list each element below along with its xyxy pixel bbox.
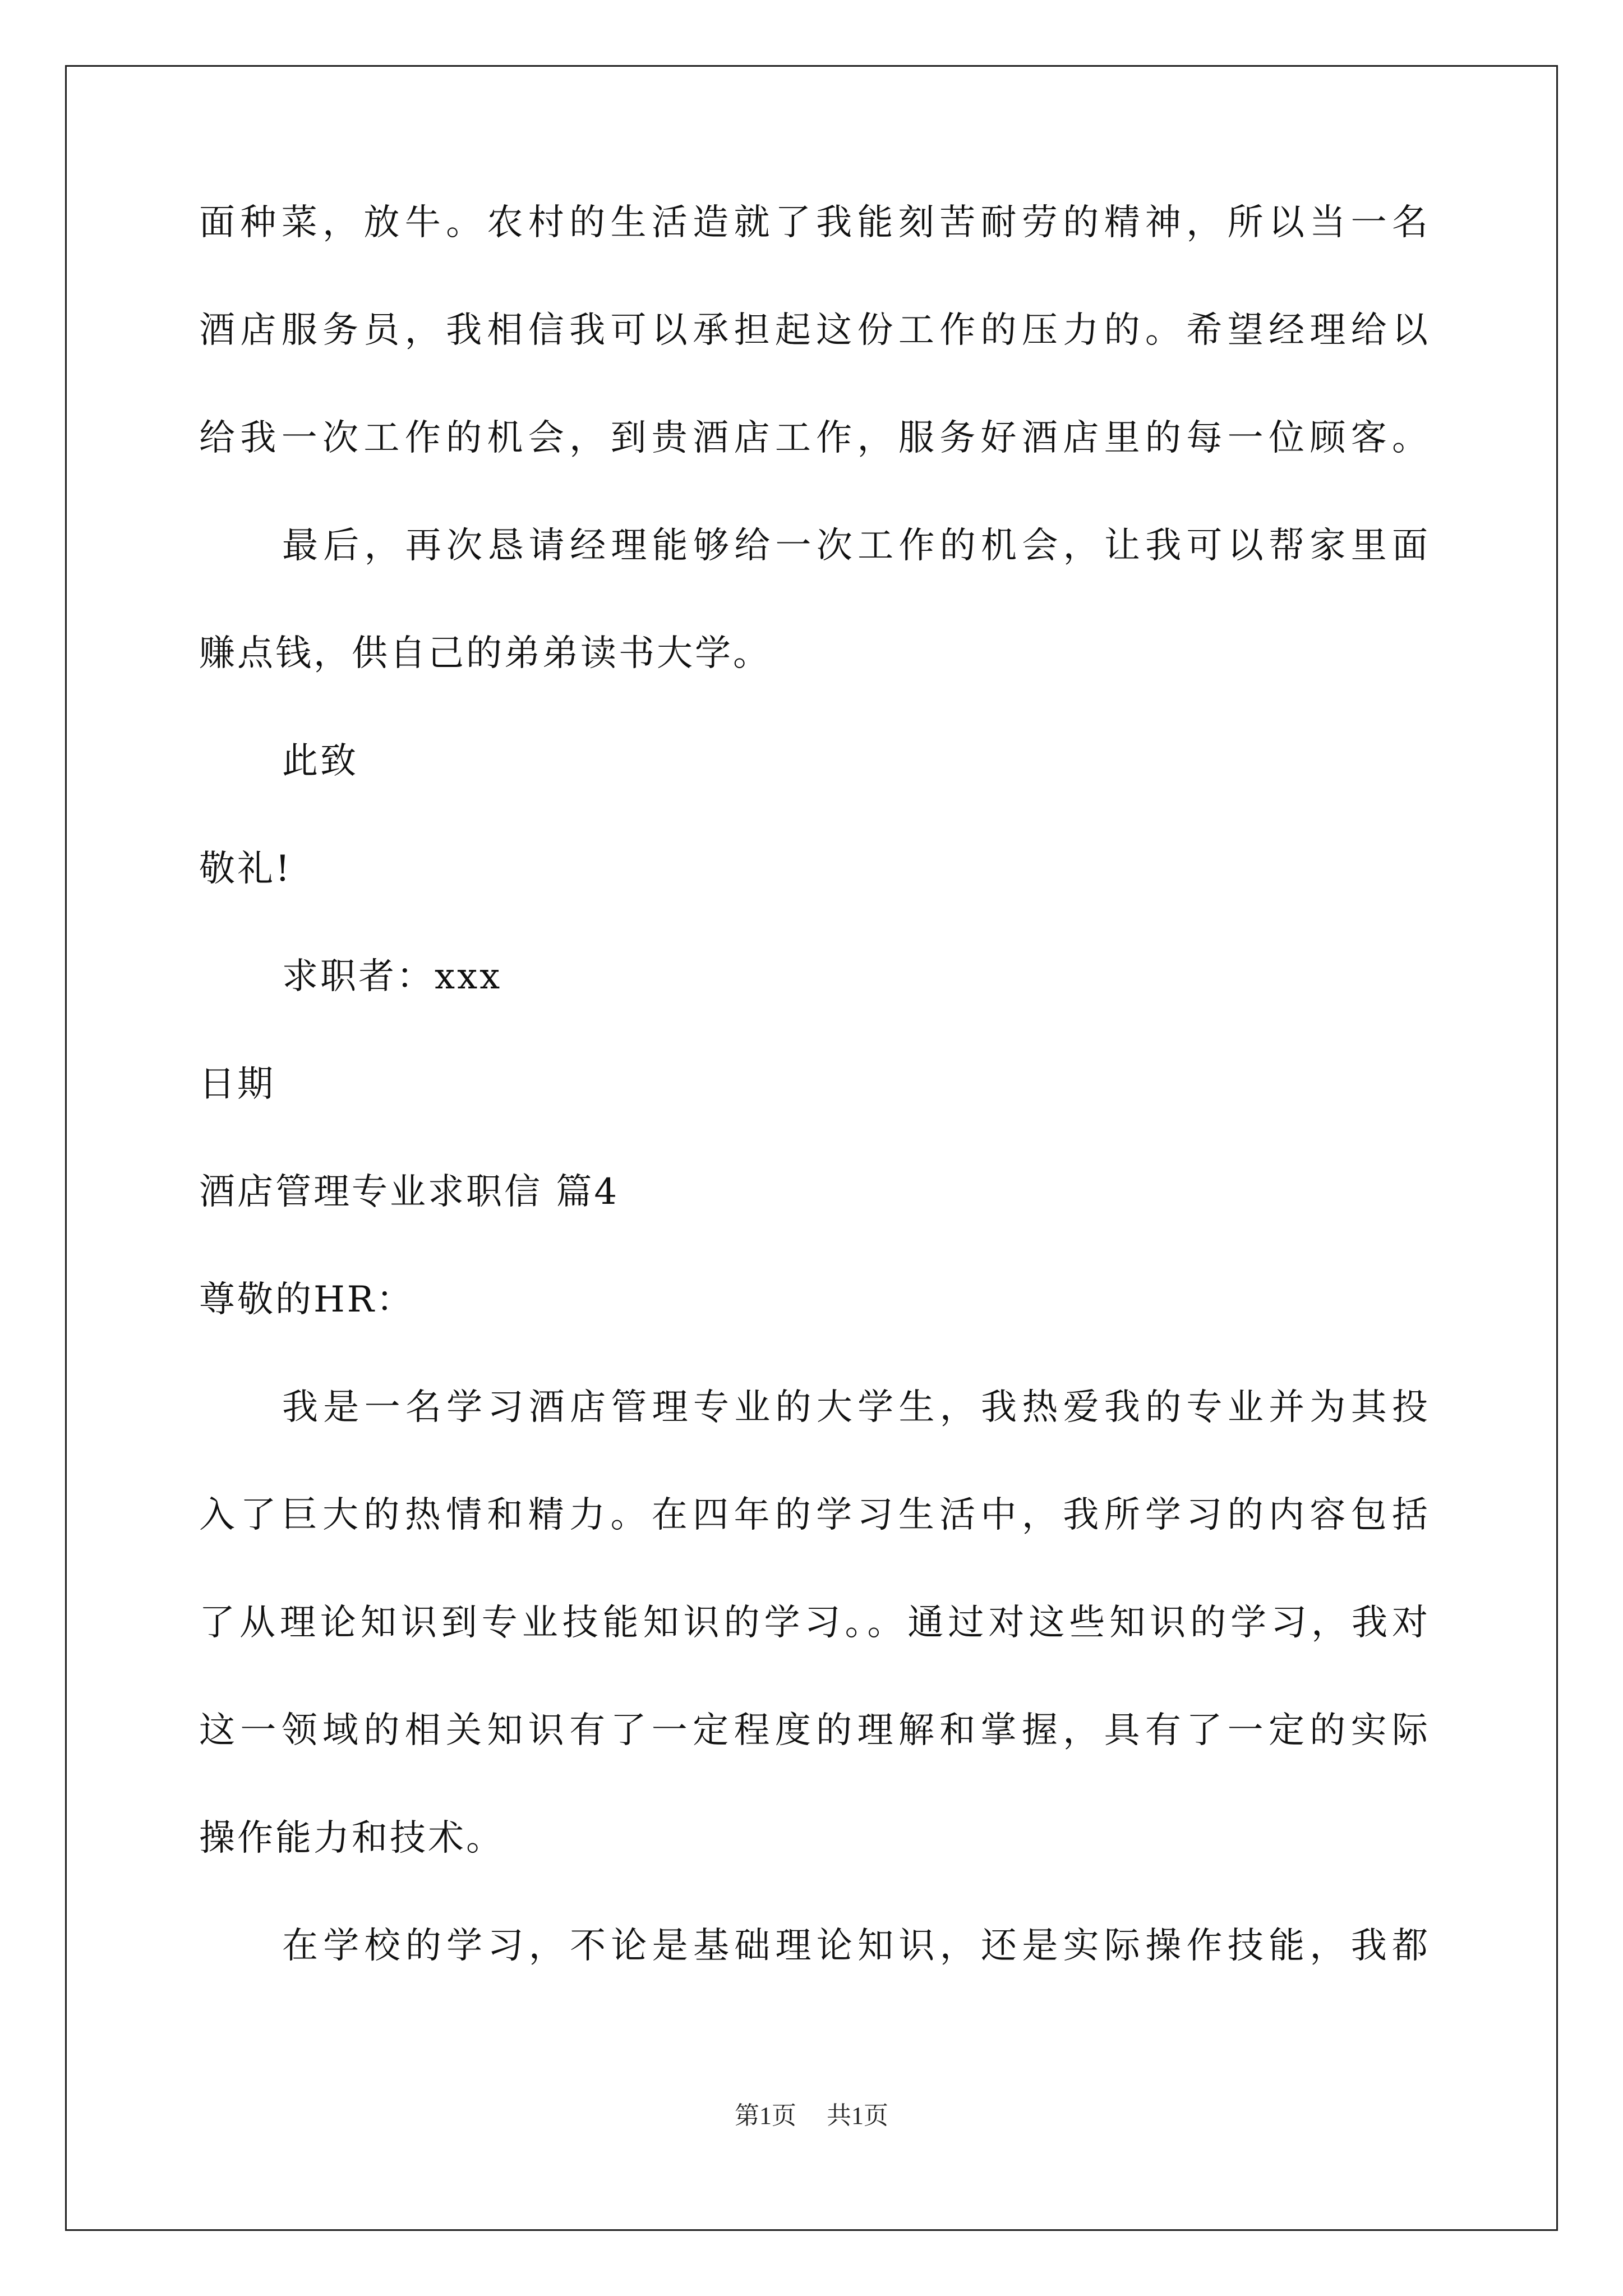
text-line-17: 在学校的学习，不论是基础理论知识，还是实际操作技能，我都 <box>282 1925 1430 1967</box>
text-line-4: 最后，再次恳请经理能够给一次工作的机会，让我可以帮家里面 <box>282 525 1430 567</box>
text-line-5: 赚点钱，供自己的弟弟读书大学。 <box>199 633 771 674</box>
text-line-16: 操作能力和技术。 <box>199 1818 504 1859</box>
closing-salutation: 此致 <box>282 740 358 782</box>
text-line-1: 面种菜，放牛。农村的生活造就了我能刻苦耐劳的精神，所以当一名 <box>199 202 1430 243</box>
text-line-2: 酒店服务员，我相信我可以承担起这份工作的压力的。希望经理给以 <box>199 310 1430 351</box>
page-number: 第1页 <box>735 2102 796 2129</box>
date-line: 日期 <box>199 1064 275 1105</box>
text-line-14: 了从理论知识到专业技能知识的学习。。通过对这些知识的学习，我对 <box>199 1602 1430 1644</box>
text-line-12: 我是一名学习酒店管理专业的大学生，我热爱我的专业并为其投 <box>282 1387 1430 1428</box>
text-line-3: 给我一次工作的机会，到贵酒店工作，服务好酒店里的每一位顾客。 <box>199 417 1430 459</box>
text-line-13: 入了巨大的热情和精力。在四年的学习生活中，我所学习的内容包括 <box>199 1494 1430 1536</box>
signature-line: 求职者：xxx <box>282 956 502 997</box>
page-total: 共1页 <box>827 2102 888 2129</box>
greeting-line: 尊敬的HR： <box>199 1279 414 1320</box>
section-heading: 酒店管理专业求职信 篇4 <box>199 1171 620 1213</box>
page-footer <box>0 2104 1623 2128</box>
document-body <box>199 202 1430 2036</box>
closing-regards: 敬礼! <box>199 848 292 890</box>
text-line-15: 这一领域的相关知识有了一定程度的理解和掌握，具有了一定的实际 <box>199 1710 1430 1751</box>
